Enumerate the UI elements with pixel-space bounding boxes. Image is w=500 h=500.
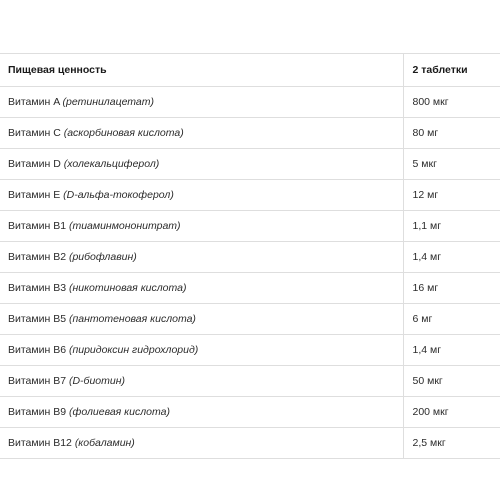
nutrient-compound: (фолиевая кислота) [68, 406, 170, 418]
table-row [0, 211, 500, 242]
nutrient-name: Витамин B1 [8, 220, 67, 232]
nutrient-compound: (ретинилацетат) [62, 96, 155, 108]
table-row [0, 242, 500, 273]
nutrition-table [0, 53, 500, 459]
nutrient-compound: (рибофлавин) [68, 251, 137, 263]
nutrient-compound: (аскорбиновая кислота) [63, 127, 184, 139]
nutrient-amount: 12 мг [403, 180, 500, 211]
nutrient-amount: 80 мг [403, 118, 500, 149]
nutrient-name: Витамин B2 [8, 251, 67, 263]
table-row [0, 180, 500, 211]
nutrient-cell [0, 335, 403, 366]
nutrient-amount: 50 мкг [403, 366, 500, 397]
table-row [0, 87, 500, 118]
nutrient-amount: 1,4 мг [403, 242, 500, 273]
nutrient-name: Витамин A [8, 96, 60, 108]
table-row [0, 118, 500, 149]
nutrient-amount: 2,5 мкг [403, 428, 500, 459]
table-body [0, 87, 500, 459]
nutrient-compound: (холекальциферол) [63, 158, 160, 170]
table-row [0, 149, 500, 180]
table-row [0, 335, 500, 366]
table-row [0, 366, 500, 397]
nutrition-table-container [0, 53, 500, 459]
header-serving: 2 таблетки [403, 54, 500, 87]
nutrient-cell [0, 211, 403, 242]
nutrient-name: Витамин E [8, 189, 61, 201]
nutrient-cell [0, 304, 403, 335]
nutrient-name: Витамин C [8, 127, 61, 139]
nutrient-name: Витамин B3 [8, 282, 67, 294]
nutrient-cell [0, 118, 403, 149]
nutrient-amount: 6 мг [403, 304, 500, 335]
nutrient-compound: (тиаминмононитрат) [68, 220, 181, 232]
table-header-row [0, 54, 500, 87]
nutrient-compound: (D-биотин) [68, 375, 125, 387]
nutrient-compound: (кобаламин) [74, 437, 135, 449]
nutrient-cell [0, 366, 403, 397]
table-row [0, 304, 500, 335]
nutrient-amount: 1,1 мг [403, 211, 500, 242]
nutrient-name: Витамин B5 [8, 313, 67, 325]
nutrient-name: Витамин D [8, 158, 61, 170]
nutrient-cell [0, 397, 403, 428]
nutrient-compound: (пиридоксин гидрохлорид) [68, 344, 199, 356]
nutrient-amount: 200 мкг [403, 397, 500, 428]
nutrient-compound: (никотиновая кислота) [68, 282, 187, 294]
nutrient-name: Витамин B9 [8, 406, 67, 418]
nutrient-amount: 800 мкг [403, 87, 500, 118]
nutrient-cell [0, 149, 403, 180]
nutrient-name: Витамин B6 [8, 344, 67, 356]
table-row [0, 428, 500, 459]
nutrient-amount: 1,4 мг [403, 335, 500, 366]
nutrient-amount: 16 мг [403, 273, 500, 304]
nutrient-compound: (D-альфа-токоферол) [63, 189, 174, 201]
nutrient-name: Витамин B12 [8, 437, 72, 449]
nutrient-cell [0, 242, 403, 273]
nutrient-amount: 5 мкг [403, 149, 500, 180]
nutrient-name: Витамин B7 [8, 375, 67, 387]
table-row [0, 273, 500, 304]
table-row [0, 397, 500, 428]
nutrient-cell [0, 87, 403, 118]
nutrient-cell [0, 273, 403, 304]
nutrient-cell [0, 428, 403, 459]
nutrient-cell [0, 180, 403, 211]
header-nutritional-value: Пищевая ценность [8, 64, 107, 76]
nutrient-compound: (пантотеновая кислота) [68, 313, 196, 325]
